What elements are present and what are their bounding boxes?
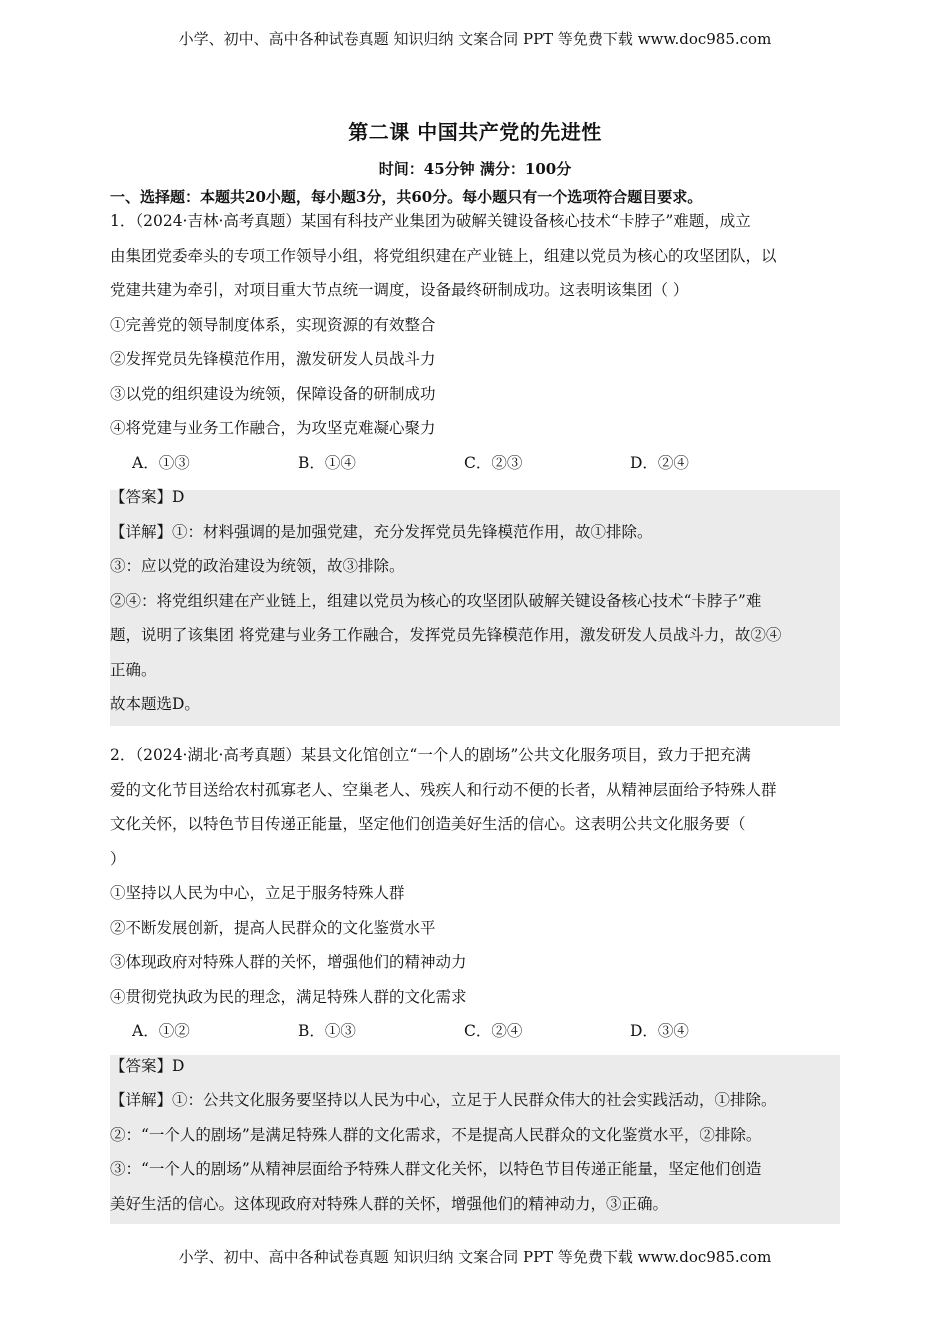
page-header: 小学、初中、高中各种试卷真题 知识归纳 文案合同 PPT 等免费下载 www.doc985.com — [178, 30, 772, 48]
q2-stem-line: 爱的文化节目送给农村孤寡老人、空巢老人、残疾人和行动不便的长者，从精神层面给予特殊人群 — [110, 780, 777, 799]
q2-item-1: ①坚持以人民为中心，立足于服务特殊人群 — [110, 884, 405, 902]
q1-stem-line: 由集团党委牵头的专项工作领导小组，将党组织建在产业链上，组建以党员为核心的攻坚团队，以 — [110, 246, 777, 265]
q1-stem-line: 1．（2024·吉林·高考真题）某国有科技产业集团为破解关键设备核心技术“卡脖子”难题，成立 — [110, 212, 751, 230]
q1-answer: 【答案】D — [110, 488, 185, 506]
q1-stem-line: 党建共建为牵引，对项目重大节点统一调度，设备最终研制成功。这表明该集团（ ） — [110, 281, 689, 299]
q1-analysis-line: 题，说明了该集团 将党建与业务工作融合，发挥党员先锋模范作用，激发研发人员战斗力，故②④ — [110, 626, 782, 644]
q1-analysis-line: 故本题选D。 — [110, 695, 200, 713]
q1-analysis-line: ③：应以党的政治建设为统领，故③排除。 — [110, 557, 405, 575]
q2-option-a: A．①② — [132, 1022, 190, 1040]
q2-item-2: ②不断发展创新，提高人民群众的文化鉴赏水平 — [110, 918, 436, 937]
question-2 — [110, 738, 840, 1221]
q2-analysis-line: ②：“一个人的剧场”是满足特殊人群的文化需求，不是提高人民群众的文化鉴赏水平，②排除。 — [110, 1125, 762, 1144]
q2-options — [110, 1014, 840, 1049]
q1-option-c: C．②③ — [464, 453, 523, 472]
q2-stem-line: 文化关怀，以特色节目传递正能量，坚定他们创造美好生活的信心。这表明公共文化服务要（ — [110, 815, 746, 833]
q2-analysis-line: 【详解】①：公共文化服务要坚持以人民为中心，立足于人民群众伟大的社会实践活动，①排除。 — [110, 1091, 777, 1109]
q1-item-1: ①完善党的领导制度体系，实现资源的有效整合 — [110, 315, 436, 334]
q1-item-3: ③以党的组织建设为统领，保障设备的研制成功 — [110, 384, 436, 403]
section-heading: 一、选择题：本题共20小题，每小题3分，共60分。每小题只有一个选项符合题目要求。 — [110, 188, 703, 206]
q2-analysis-line: ③：“一个人的剧场”从精神层面给予特殊人群文化关怀，以特色节目传递正能量，坚定他们创造 — [110, 1160, 762, 1178]
q2-option-d: D．③④ — [630, 1022, 689, 1040]
q1-analysis-line: ②④：将党组织建在产业链上，组建以党员为核心的攻坚团队破解关键设备核心技术“卡脖子”难 — [110, 591, 762, 610]
q1-analysis-line: 【详解】①：材料强调的是加强党建，充分发挥党员先锋模范作用，故①排除。 — [110, 522, 653, 541]
question-1 — [110, 204, 840, 722]
q2-item-3: ③体现政府对特殊人群的关怀，增强他们的精神动力 — [110, 953, 467, 971]
q1-item-2: ②发挥党员先锋模范作用，激发研发人员战斗力 — [110, 350, 436, 368]
q2-answer: 【答案】D — [110, 1056, 185, 1075]
q1-option-b: B．①④ — [298, 453, 356, 472]
page-footer: 小学、初中、高中各种试卷真题 知识归纳 文案合同 PPT 等免费下载 www.doc985.com — [178, 1248, 772, 1266]
q1-item-4: ④将党建与业务工作融合，为攻坚克难凝心聚力 — [110, 419, 436, 437]
q1-option-d: D．②④ — [630, 453, 689, 472]
q2-stem-line: ） — [110, 849, 126, 868]
q2-item-4: ④贯彻党执政为民的理念，满足特殊人群的文化需求 — [110, 987, 467, 1006]
q2-stem-line: 2．（2024·湖北·高考真题）某县文化馆创立“一个人的剧场”公共文化服务项目，致力于把充满 — [110, 746, 751, 764]
q1-option-a: A．①③ — [132, 453, 190, 472]
q2-analysis-line: 美好生活的信心。这体现政府对特殊人群的关怀，增强他们的精神动力，③正确。 — [110, 1194, 669, 1213]
page-title: 第二课 中国共产党的先进性 — [348, 120, 602, 144]
q1-analysis-line: 正确。 — [110, 660, 157, 679]
q2-option-c: C．②④ — [464, 1022, 523, 1040]
q1-options — [110, 446, 840, 481]
q2-option-b: B．①③ — [298, 1022, 356, 1040]
exam-time-line: 时间：45分钟 满分：100分 — [378, 160, 572, 178]
